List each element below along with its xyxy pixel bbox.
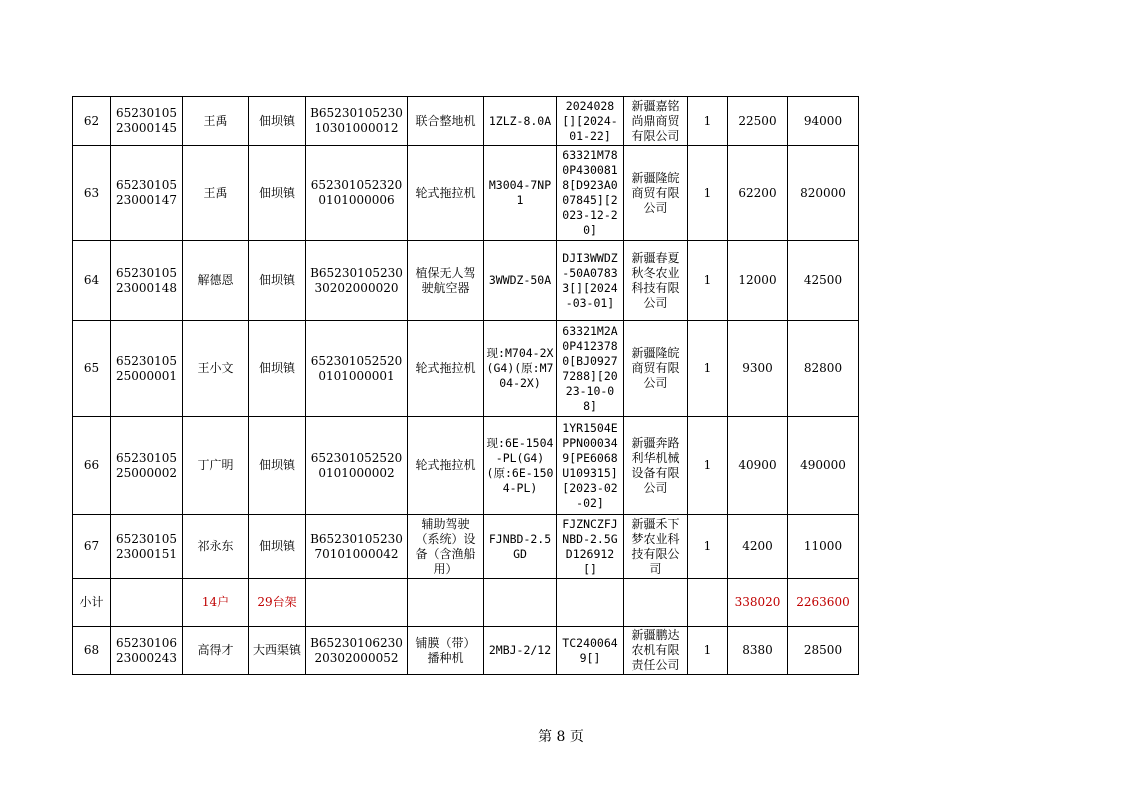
cell-qty: 1 (688, 627, 728, 675)
cell-seller: 新疆奔路利华机械设备有限公司 (624, 417, 688, 515)
cell-price: 94000 (788, 97, 859, 146)
cell-seller: 新疆鹏达农机有限责任公司 (624, 627, 688, 675)
subtotal-empty-cell (624, 579, 688, 627)
cell-price: 490000 (788, 417, 859, 515)
cell-town: 佃坝镇 (249, 97, 306, 146)
cell-subsidy: 8380 (728, 627, 788, 675)
cell-price: 11000 (788, 515, 859, 579)
cell-price: 820000 (788, 146, 859, 241)
cell-code: 6523010523200101000006 (306, 146, 408, 241)
cell-type: 轮式拖拉机 (408, 417, 484, 515)
subtotal-households: 14户 (183, 579, 249, 627)
cell-name: 丁广明 (183, 417, 249, 515)
subtotal-label: 小计 (73, 579, 111, 627)
cell-subsidy: 40900 (728, 417, 788, 515)
cell-model: 2MBJ-2/12 (484, 627, 557, 675)
cell-no: 63 (73, 146, 111, 241)
cell-id: 6523010525000001 (111, 321, 183, 417)
cell-town: 大西渠镇 (249, 627, 306, 675)
cell-serial: 1YR1504EPPN000349[PE6068U109315][2023-02-02] (557, 417, 624, 515)
subtotal-subsidy: 338020 (728, 579, 788, 627)
cell-subsidy: 9300 (728, 321, 788, 417)
cell-id: 6523010523000145 (111, 97, 183, 146)
cell-price: 82800 (788, 321, 859, 417)
cell-model: 现:6E-1504-PL(G4)(原:6E-1504-PL) (484, 417, 557, 515)
cell-id: 6523010525000002 (111, 417, 183, 515)
cell-type: 轮式拖拉机 (408, 146, 484, 241)
cell-serial: 2024028[][2024-01-22] (557, 97, 624, 146)
cell-name: 高得才 (183, 627, 249, 675)
subtotal-price: 2263600 (788, 579, 859, 627)
cell-seller: 新疆春夏秋冬农业科技有限公司 (624, 241, 688, 321)
cell-name: 王小文 (183, 321, 249, 417)
cell-no: 66 (73, 417, 111, 515)
cell-no: 64 (73, 241, 111, 321)
cell-qty: 1 (688, 146, 728, 241)
cell-qty: 1 (688, 241, 728, 321)
cell-id: 6523010523000151 (111, 515, 183, 579)
subtotal-row (73, 579, 859, 627)
page-number: 第 8 页 (538, 729, 584, 745)
cell-model: 现:M704-2X(G4)(原:M704-2X) (484, 321, 557, 417)
subtotal-empty-cell (557, 579, 624, 627)
cell-name: 王禹 (183, 146, 249, 241)
cell-code: 6523010525200101000001 (306, 321, 408, 417)
cell-model: 1ZLZ-8.0A (484, 97, 557, 146)
cell-serial: TC2400649[] (557, 627, 624, 675)
cell-code: B6523010523010301000012 (306, 97, 408, 146)
cell-qty: 1 (688, 321, 728, 417)
subtotal-empty-cell (111, 579, 183, 627)
cell-no: 65 (73, 321, 111, 417)
cell-id: 6523010523000148 (111, 241, 183, 321)
table-row (73, 97, 859, 146)
cell-seller: 新疆隆皖商贸有限公司 (624, 321, 688, 417)
cell-name: 祁永东 (183, 515, 249, 579)
cell-name: 王禹 (183, 97, 249, 146)
cell-town: 佃坝镇 (249, 241, 306, 321)
cell-id: 6523010623000243 (111, 627, 183, 675)
data-table (72, 96, 859, 675)
table-row (73, 515, 859, 579)
table-row (73, 241, 859, 321)
cell-name: 解德恩 (183, 241, 249, 321)
cell-type: 轮式拖拉机 (408, 321, 484, 417)
cell-model: 3WWDZ-50A (484, 241, 557, 321)
cell-town: 佃坝镇 (249, 515, 306, 579)
cell-subsidy: 12000 (728, 241, 788, 321)
cell-serial: 63321M780P4300818[D923A007845][2023-12-20] (557, 146, 624, 241)
cell-qty: 1 (688, 417, 728, 515)
cell-town: 佃坝镇 (249, 321, 306, 417)
subtotal-empty-cell (306, 579, 408, 627)
cell-id: 6523010523000147 (111, 146, 183, 241)
cell-no: 67 (73, 515, 111, 579)
cell-no: 68 (73, 627, 111, 675)
cell-price: 28500 (788, 627, 859, 675)
table-row (73, 417, 859, 515)
table-row (73, 321, 859, 417)
cell-type: 联合整地机 (408, 97, 484, 146)
cell-code: B6523010623020302000052 (306, 627, 408, 675)
cell-subsidy: 62200 (728, 146, 788, 241)
table-row (73, 146, 859, 241)
subtotal-empty-cell (688, 579, 728, 627)
cell-subsidy: 4200 (728, 515, 788, 579)
cell-code: B6523010523070101000042 (306, 515, 408, 579)
subtotal-empty-cell (484, 579, 557, 627)
cell-serial: DJI3WWDZ-50A07833[][2024-03-01] (557, 241, 624, 321)
cell-price: 42500 (788, 241, 859, 321)
cell-seller: 新疆禾下梦农业科技有限公司 (624, 515, 688, 579)
cell-seller: 新疆隆皖商贸有限公司 (624, 146, 688, 241)
cell-serial: FJZNCZFJNBD-2.5GD126912[] (557, 515, 624, 579)
cell-serial: 63321M2A0P4123780[BJ09277288][2023-10-08] (557, 321, 624, 417)
cell-seller: 新疆嘉铭尚鼎商贸有限公司 (624, 97, 688, 146)
subtotal-machines: 29台架 (249, 579, 306, 627)
cell-type: 植保无人驾驶航空器 (408, 241, 484, 321)
table-row (73, 627, 859, 675)
cell-type: 辅助驾驶（系统）设备（含渔船用） (408, 515, 484, 579)
cell-model: M3004-7NP1 (484, 146, 557, 241)
cell-code: 6523010525200101000002 (306, 417, 408, 515)
cell-model: FJNBD-2.5GD (484, 515, 557, 579)
cell-subsidy: 22500 (728, 97, 788, 146)
subtotal-empty-cell (408, 579, 484, 627)
cell-type: 铺膜（带）播种机 (408, 627, 484, 675)
cell-town: 佃坝镇 (249, 417, 306, 515)
cell-qty: 1 (688, 97, 728, 146)
cell-qty: 1 (688, 515, 728, 579)
cell-town: 佃坝镇 (249, 146, 306, 241)
cell-no: 62 (73, 97, 111, 146)
cell-code: B6523010523030202000020 (306, 241, 408, 321)
